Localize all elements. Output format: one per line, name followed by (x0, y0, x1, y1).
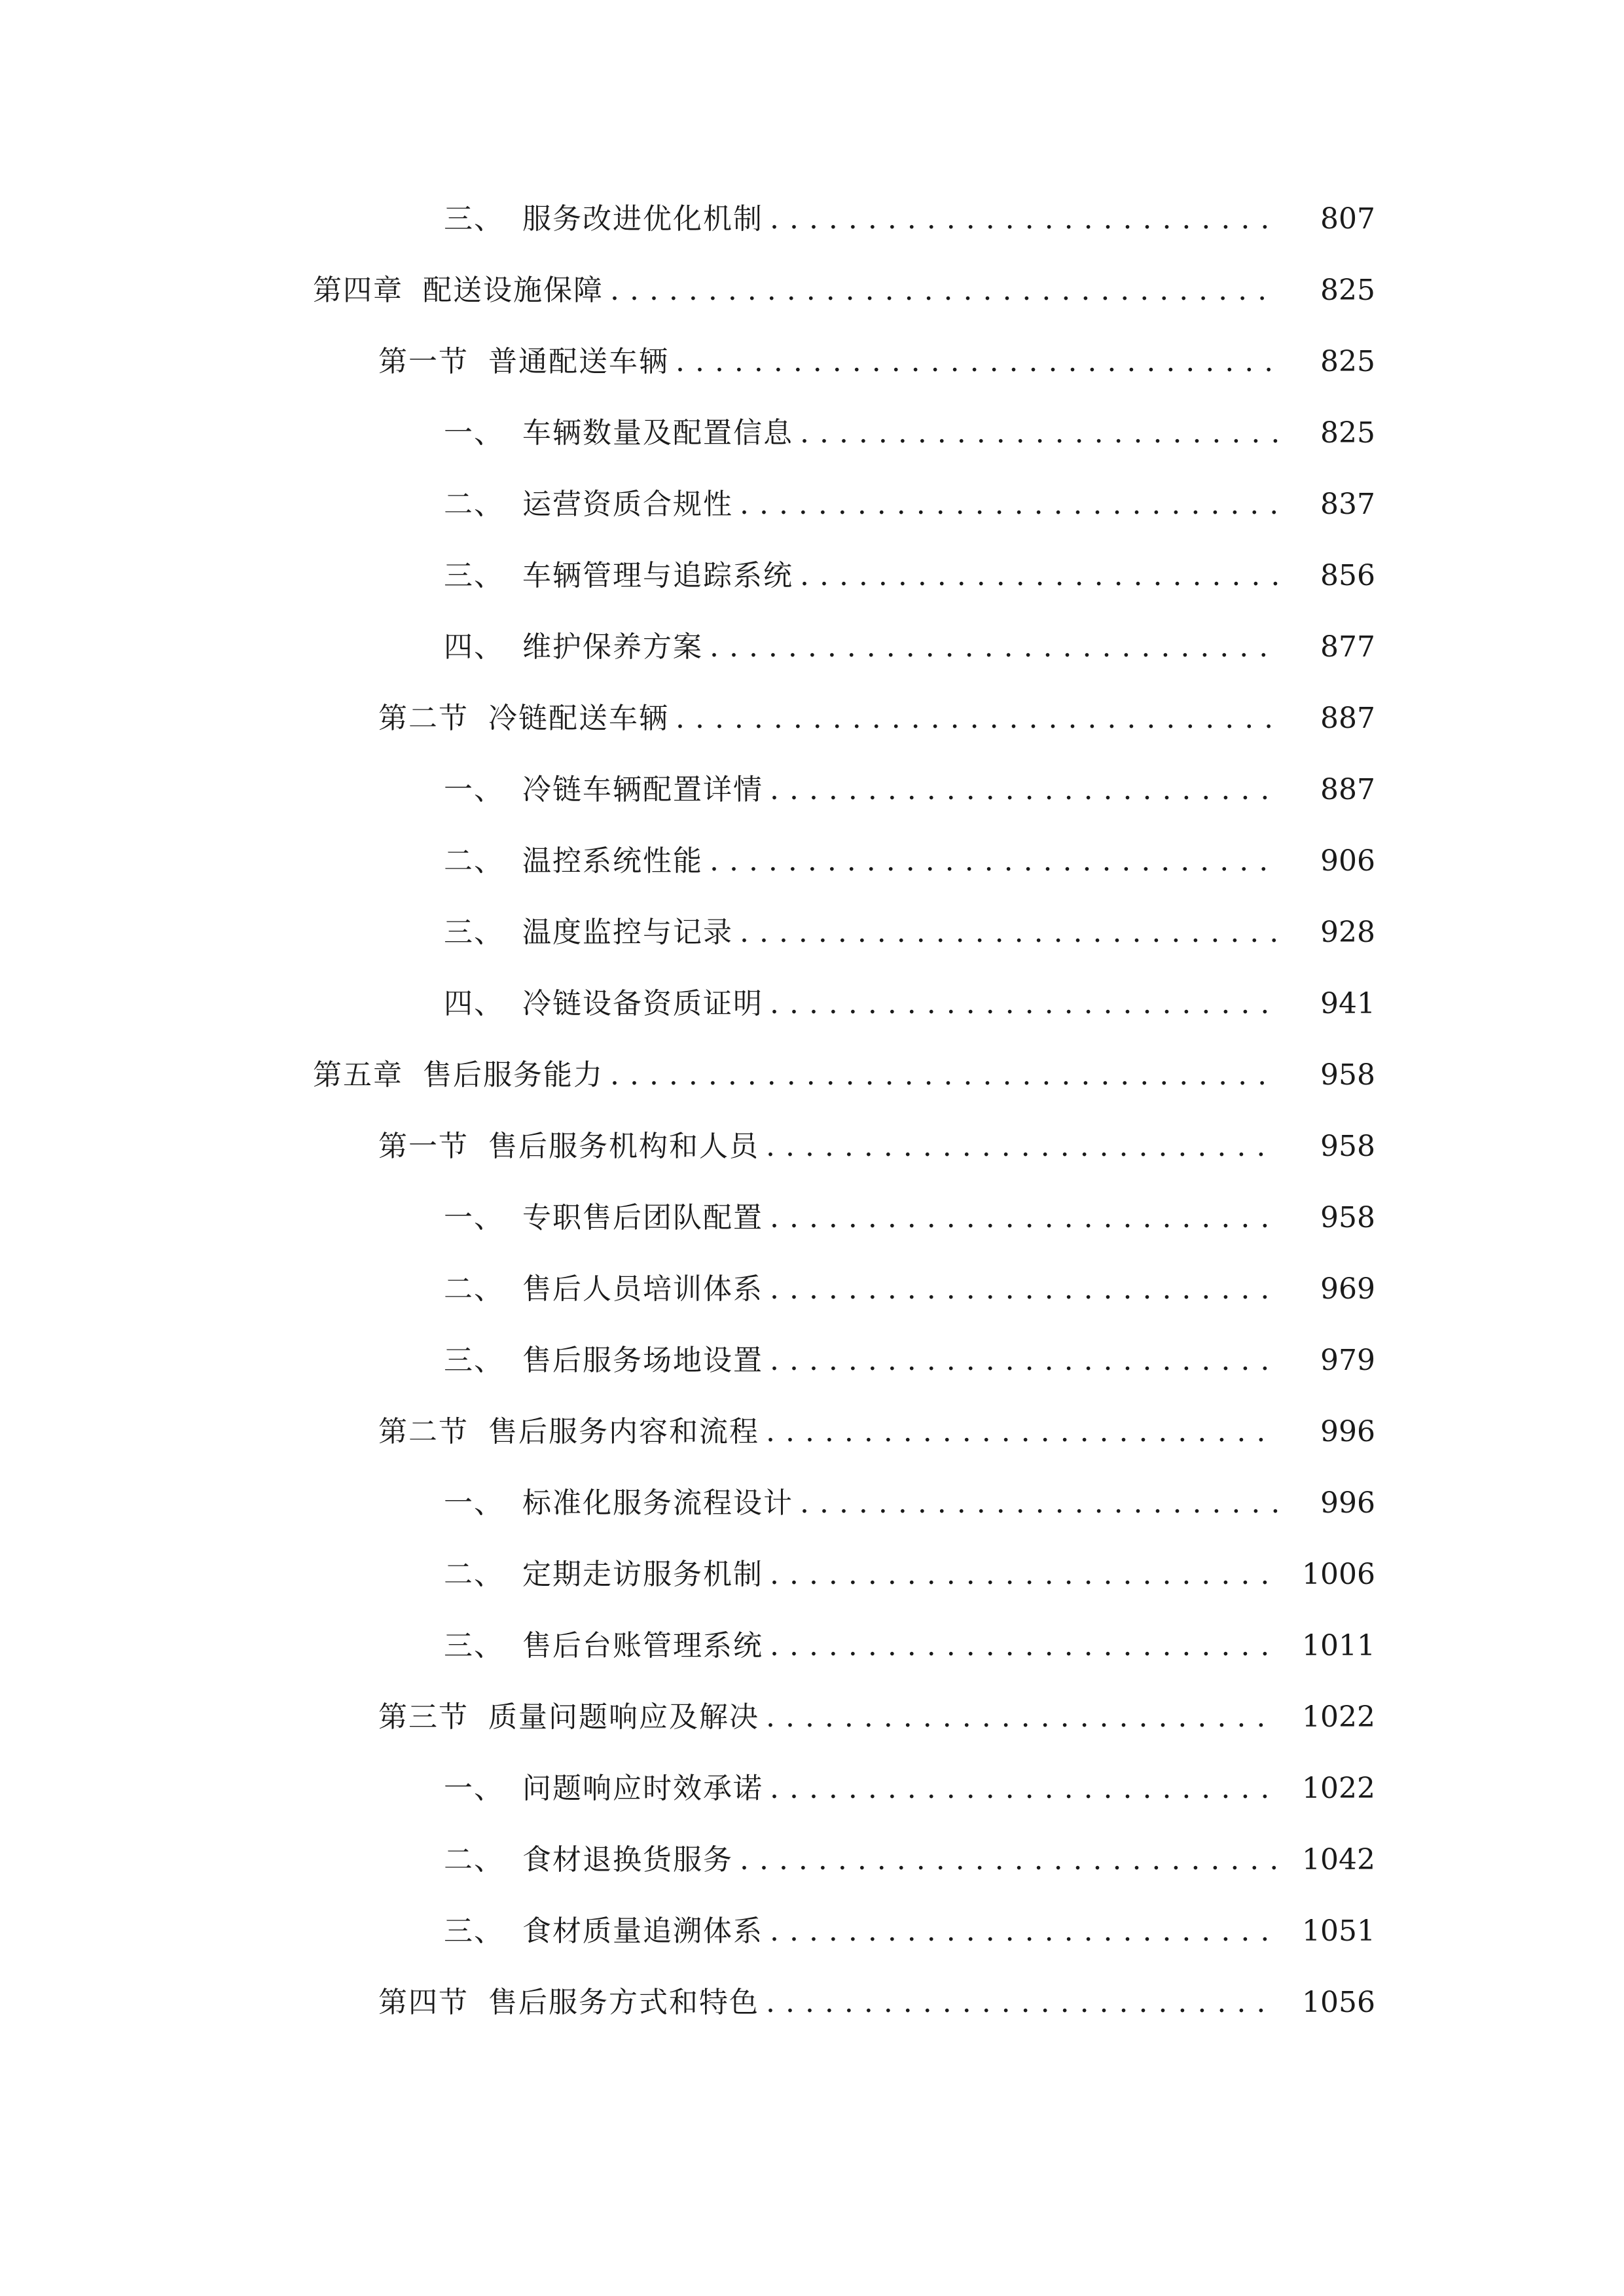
toc-entry[interactable] (0, 1121, 1624, 1173)
toc-entry-page: 958 (1320, 1058, 1375, 1092)
toc-entry[interactable] (0, 1192, 1624, 1244)
dot-leader (800, 1477, 1278, 1530)
toc-entry-title: 冷链车辆配置详情 (522, 773, 763, 806)
toc-entry-page: 1056 (1302, 1986, 1375, 2019)
toc-entry[interactable] (0, 478, 1624, 531)
toc-entry-number: 第二节 (378, 1415, 469, 1448)
dot-leader (800, 407, 1278, 459)
toc-entry-title: 食材退换货服务 (522, 1843, 733, 1876)
dot-leader (740, 1834, 1278, 1886)
toc-entry-number: 三、 (444, 916, 504, 949)
toc-entry-number: 三、 (444, 1629, 504, 1662)
toc-entry-page: 856 (1320, 559, 1375, 592)
dot-leader (770, 1905, 1278, 1958)
dot-leader (710, 621, 1278, 673)
dot-leader (770, 1549, 1278, 1601)
dot-leader (800, 550, 1278, 602)
toc-entry-number: 三、 (444, 1344, 504, 1377)
dot-leader (766, 1977, 1278, 2029)
toc-entry[interactable] (0, 835, 1624, 888)
dot-leader (676, 336, 1278, 388)
toc-entry-title: 温控系统性能 (522, 844, 703, 878)
toc-entry-number: 第一节 (378, 345, 469, 378)
dot-leader (710, 835, 1278, 888)
dot-leader (770, 1192, 1278, 1244)
toc-entry[interactable] (0, 906, 1624, 959)
toc-entry-number: 一、 (444, 773, 504, 806)
dot-leader (766, 1121, 1278, 1173)
toc-entry[interactable] (0, 621, 1624, 673)
toc-entry-title: 车辆管理与追踪系统 (522, 559, 793, 592)
toc-entry-page: 1011 (1302, 1629, 1375, 1662)
toc-entry[interactable] (0, 1049, 1624, 1102)
dot-leader (770, 764, 1278, 816)
toc-entry-number: 三、 (444, 1914, 504, 1948)
toc-entry-title: 售后服务场地设置 (522, 1344, 763, 1377)
toc-entry-number: 二、 (444, 844, 504, 878)
toc-entry-page: 1022 (1302, 1772, 1375, 1805)
toc-entry[interactable] (0, 1905, 1624, 1958)
toc-entry-page: 825 (1320, 416, 1375, 450)
dot-leader (770, 193, 1278, 245)
dot-leader (770, 978, 1278, 1030)
toc-entry-number: 二、 (444, 1843, 504, 1876)
toc-entry-title: 定期走访服务机制 (522, 1558, 763, 1591)
dot-leader (676, 692, 1278, 745)
toc-entry-title: 售后服务内容和流程 (488, 1415, 759, 1448)
dot-leader (610, 1049, 1278, 1102)
toc-entry-page: 958 (1320, 1130, 1375, 1163)
toc-entry-number: 第四章 (313, 274, 403, 307)
toc-entry[interactable] (0, 1620, 1624, 1672)
toc-entry-title: 配送设施保障 (423, 274, 604, 307)
toc-entry-number: 三、 (444, 559, 504, 592)
toc-entry-page: 958 (1320, 1201, 1375, 1234)
dot-leader (770, 1263, 1278, 1316)
toc-entry[interactable] (0, 1477, 1624, 1530)
dot-leader (770, 1763, 1278, 1815)
toc-entry[interactable] (0, 1406, 1624, 1458)
toc-entry[interactable] (0, 1834, 1624, 1886)
toc-entry-title: 问题响应时效承诺 (522, 1772, 763, 1805)
dot-leader (740, 906, 1278, 959)
toc-entry-number: 三、 (444, 202, 504, 236)
toc-entry-page: 1042 (1302, 1843, 1375, 1876)
toc-entry-page: 807 (1320, 202, 1375, 236)
toc-entry-page: 887 (1320, 702, 1375, 735)
toc-entry[interactable] (0, 1335, 1624, 1387)
toc-entry-title: 标准化服务流程设计 (522, 1486, 793, 1520)
toc-entry[interactable] (0, 978, 1624, 1030)
dot-leader (740, 478, 1278, 531)
toc-entry-page: 969 (1320, 1272, 1375, 1306)
toc-entry-page: 941 (1320, 987, 1375, 1020)
toc-entry-number: 四、 (444, 630, 504, 664)
toc-entry-page: 1006 (1302, 1558, 1375, 1591)
toc-entry-number: 二、 (444, 1558, 504, 1591)
toc-entry-page: 825 (1320, 345, 1375, 378)
toc-entry-number: 一、 (444, 1486, 504, 1520)
toc-entry-page: 1022 (1302, 1700, 1375, 1734)
dot-leader (610, 264, 1278, 317)
toc-entry-number: 第一节 (378, 1130, 469, 1163)
toc-entry[interactable] (0, 193, 1624, 245)
toc-entry[interactable] (0, 407, 1624, 459)
toc-entry-title: 维护保养方案 (522, 630, 703, 664)
toc-entry[interactable] (0, 764, 1624, 816)
toc-entry-title: 服务改进优化机制 (522, 202, 763, 236)
toc-entry-title: 运营资质合规性 (522, 488, 733, 521)
toc-entry-title: 普通配送车辆 (488, 345, 669, 378)
toc-entry-number: 一、 (444, 416, 504, 450)
toc-entry-page: 837 (1320, 488, 1375, 521)
toc-entry-title: 售后人员培训体系 (522, 1272, 763, 1306)
toc-entry-number: 第五章 (313, 1058, 403, 1092)
toc-entry-title: 售后台账管理系统 (522, 1629, 763, 1662)
toc-entry-title: 冷链配送车辆 (488, 702, 669, 735)
toc-entry[interactable] (0, 692, 1624, 745)
dot-leader (766, 1691, 1278, 1744)
dot-leader (770, 1335, 1278, 1387)
toc-entry-number: 四、 (444, 987, 504, 1020)
toc-entry-title: 车辆数量及配置信息 (522, 416, 793, 450)
toc-entry-number: 二、 (444, 1272, 504, 1306)
toc-entry-number: 二、 (444, 488, 504, 521)
toc-entry[interactable] (0, 1691, 1624, 1744)
toc-entry-number: 第三节 (378, 1700, 469, 1734)
toc-entry[interactable] (0, 1977, 1624, 2029)
toc-entry[interactable] (0, 336, 1624, 388)
toc-entry-page: 887 (1320, 773, 1375, 806)
toc-entry[interactable] (0, 1763, 1624, 1815)
dot-leader (770, 1620, 1278, 1672)
toc-entry-title: 温度监控与记录 (522, 916, 733, 949)
dot-leader (766, 1406, 1278, 1458)
toc-entry-title: 售后服务机构和人员 (488, 1130, 759, 1163)
toc-entry-page: 877 (1320, 630, 1375, 664)
toc-entry-number: 第二节 (378, 702, 469, 735)
toc-entry[interactable] (0, 550, 1624, 602)
toc-entry-title: 专职售后团队配置 (522, 1201, 763, 1234)
toc-entry-page: 1051 (1302, 1914, 1375, 1948)
toc-entry-page: 979 (1320, 1344, 1375, 1377)
toc-entry-page: 996 (1320, 1486, 1375, 1520)
toc-entry-number: 一、 (444, 1772, 504, 1805)
toc-entry[interactable] (0, 1549, 1624, 1601)
toc-entry-page: 825 (1320, 274, 1375, 307)
toc-entry-title: 售后服务能力 (423, 1058, 604, 1092)
toc-entry-number: 第四节 (378, 1986, 469, 2019)
toc-entry[interactable] (0, 264, 1624, 317)
toc-entry-title: 食材质量追溯体系 (522, 1914, 763, 1948)
toc-entry-title: 售后服务方式和特色 (488, 1986, 759, 2019)
toc-entry[interactable] (0, 1263, 1624, 1316)
toc-entry-page: 928 (1320, 916, 1375, 949)
toc-entry-title: 质量问题响应及解决 (488, 1700, 759, 1734)
toc-entry-page: 906 (1320, 844, 1375, 878)
toc-entry-title: 冷链设备资质证明 (522, 987, 763, 1020)
toc-entry-page: 996 (1320, 1415, 1375, 1448)
toc-entry-number: 一、 (444, 1201, 504, 1234)
